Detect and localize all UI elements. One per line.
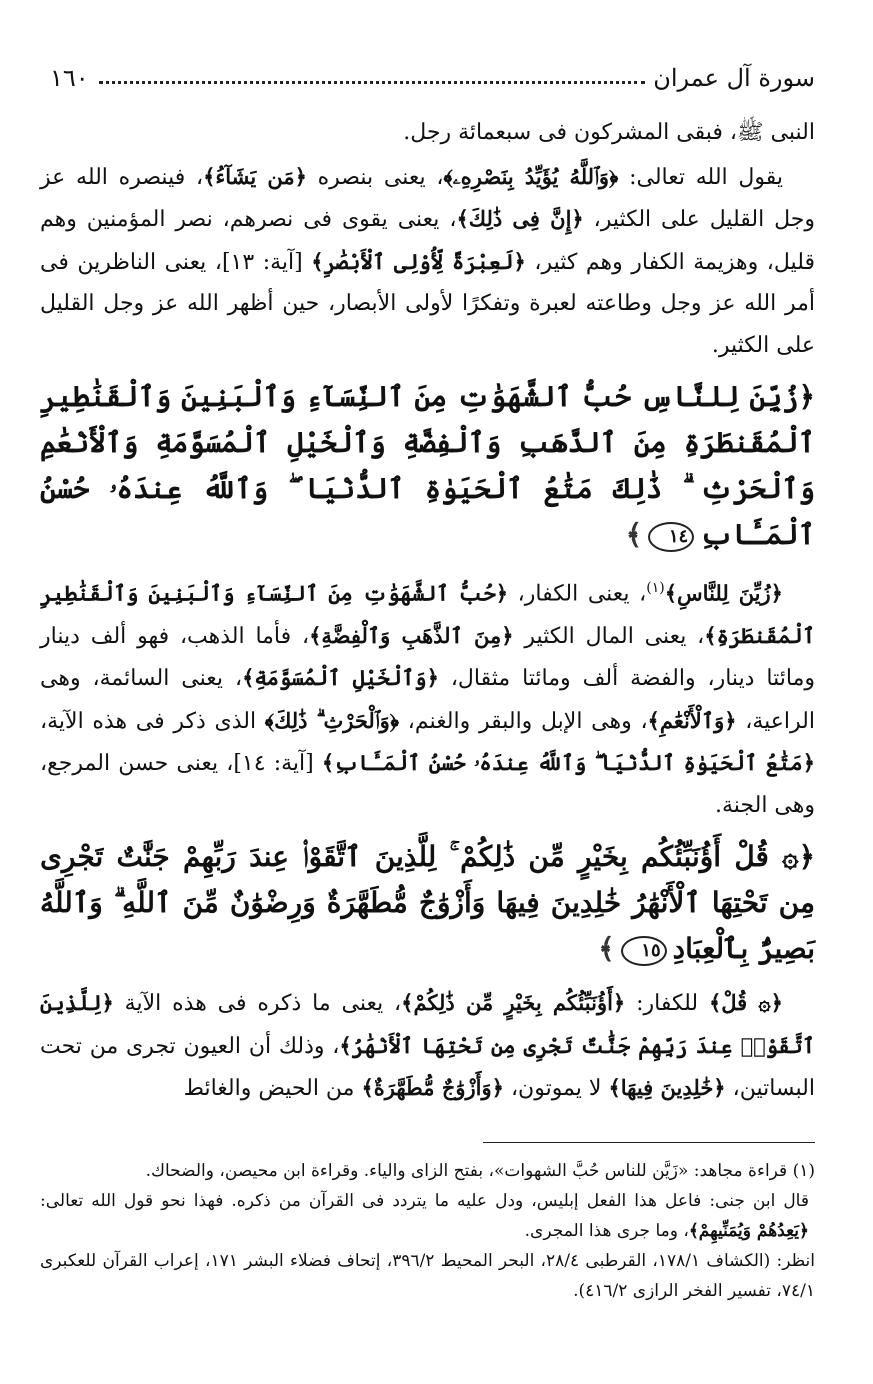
quran-quote: ﴿مَتَٰعُ ٱلْحَيَوٰةِ ٱلدُّنْيَا ۖ وَٱللَّهُ عِندَهُۥ حُسْنُ ٱلْمَـَٔابِ﴾ <box>321 750 815 776</box>
book-page <box>40 0 815 1384</box>
quran-quote: ﴿وَٱلْخَيْلِ ٱلْمُسَوَّمَةِ﴾ <box>242 665 439 691</box>
text-run: ، يعنى بنصره <box>306 164 444 190</box>
text-run: الذى ذكر فى هذه الآية، <box>40 708 265 734</box>
text-run: [آية: ١٤]، يعنى حسن المرجع، وهى الجنة. <box>40 751 815 818</box>
quran-quote: ﴿حُبُّ ٱلشَّهَوَٰتِ مِنَ ٱلنِّسَآءِ وَٱلْبَنِينَ وَٱلْقَنَٰطِيرِ ٱلْمُقَنطَرَةِ﴾ <box>40 580 816 648</box>
text-run: ، يعنى الكفار، <box>508 581 647 607</box>
text-run: لا يموتون، <box>503 1076 609 1102</box>
closing-bracket-icon: ﴾ <box>625 518 643 551</box>
header-dotted-leader <box>99 79 646 84</box>
running-header <box>40 58 815 98</box>
ayah-number-marker: ١٥ <box>621 936 667 966</box>
footnote-references: انظر: (الكشاف ١٧٨/١، القرطبى ٢٨/٤، البحر المحيط ٣٩٦/٢، إتحاف فضلاء البشر ١٧١، إعراب القرآن للعكبرى ٧٤/١، تفسير الفخر الرازى ٤١٦/٢). <box>40 1251 815 1301</box>
quran-quote: ﴿خَٰلِدِينَ فِيهَا﴾ <box>608 1075 726 1101</box>
quran-quote: ﴿إِنَّ فِى ذَٰلِكَ﴾ <box>456 206 584 231</box>
footnote-ref: (١) <box>646 580 665 596</box>
text-run: ، يعنى المال الكثير <box>513 623 705 649</box>
text-run: يقول الله تعالى: <box>618 164 784 190</box>
footnote-divider <box>483 1142 815 1143</box>
surah-title: سورة آل عمران <box>653 64 815 92</box>
quran-quote: ﴿يَعِدُهُمْ وَيُمَنِّيهِمْ﴾ <box>688 1221 809 1241</box>
paragraph-1-text: النبى ﷺ، فبقى المشركون فى سبعمائة رجل. <box>403 120 815 145</box>
closing-bracket-icon: ﴾ <box>598 932 615 966</box>
text-run: ، وذلك أن العيون تجرى من تحت البساتين، <box>40 1033 815 1102</box>
ayah-14-block <box>40 374 815 558</box>
text-run: ، يعنى ما ذكره فى هذه الآية <box>113 991 402 1017</box>
paragraph-2 <box>40 156 815 367</box>
quran-quote: ﴿۞ قُلْ﴾ <box>708 990 783 1016</box>
paragraph-3 <box>40 568 815 826</box>
quran-quote: ﴿وَٱلْأَنْعَٰمِ﴾ <box>647 707 737 733</box>
text-run: ، وما جرى هذا المجرى. <box>524 1221 689 1241</box>
text-run: قال ابن جنى: فاعل هذا الفعل إبليس، ودل عليه ما يتردد فى القرآن من ذكره. فهذا نحو قول الله تعالى: <box>40 1191 809 1211</box>
text-run: للكفار: <box>625 991 709 1017</box>
quran-quote: ﴿وَٱللَّهُ يُؤَيِّدُ بِنَصْرِهِۦ﴾ <box>443 163 619 189</box>
quran-quote: ﴿أَؤُنَبِّئُكُم بِخَيْرٍ مِّن ذَٰلِكُمْ﴾ <box>401 990 626 1016</box>
text-run: ، فينصره الله عز وجل القليل على الكثير، <box>40 164 816 232</box>
text-run: ، يعنى يقوى فى نصرهم، نصر المؤمنين وهم قليل، وهزيمة الكفار وهم كثير، <box>40 207 815 275</box>
quran-quote: ﴿مَن يَشَآءُ﴾ <box>203 163 307 189</box>
quran-quote: ﴿مِنَ ٱلذَّهَبِ وَٱلْفِضَّةِ﴾ <box>309 622 514 648</box>
page-number: ١٦٠ <box>50 64 89 92</box>
paragraph-1 <box>40 112 815 154</box>
ayah-14-text: ﴿زُيِّنَ لِلنَّاسِ حُبُّ ٱلشَّهَوَٰتِ مِنَ ٱلنِّسَآءِ وَٱلْبَنِينَ وَٱلْقَنَٰطِيرِ ٱلْمُقَنطَرَةِ مِنَ ٱلذَّهَبِ وَٱلْفِضَّةِ وَٱلْخَيْلِ ٱلْمُسَوَّمَةِ وَٱلْأَنْعَٰمِ وَٱلْحَرْثِ ۗ ذَٰلِكَ مَتَٰعُ ٱلْحَيَوٰةِ ٱلدُّنْيَا ۖ وَٱللَّهُ عِندَهُۥ حُسْنُ ٱلْمَـَٔابِ <box>40 380 815 551</box>
text-run: ، فأما الذهب، فهو ألف دينار ومائتا دينار، والفضة ألف ومائتا مثقال، <box>40 623 815 692</box>
text-run: من الحيض والغائط <box>183 1076 362 1102</box>
quran-quote: ﴿وَٱلْحَرْثِ ۗ ذَٰلِكَ﴾ <box>264 707 400 733</box>
text-run: ، وهى الإبل والبقر والغنم، <box>399 708 648 734</box>
paragraph-4 <box>40 982 815 1110</box>
ayah-15-block <box>40 834 815 972</box>
quran-quote: ﴿وَأَزْوَٰجٌ مُّطَهَّرَةٌ﴾ <box>361 1075 504 1101</box>
footnote-1-continued <box>40 1186 815 1246</box>
ayah-number-marker: ١٤ <box>648 522 694 552</box>
text-run: [آية: ١٣]، يعنى الناظرين فى أمر الله عز وجل وطاعته لعبرة وتفكرًا لأولى الأبصار، حين أظهر الله عز وجل القليل على الكثير. <box>40 249 816 358</box>
text-run: ، يعنى السائمة، وهى الراعية، <box>40 666 815 734</box>
ayah-15-text: ﴿۞ قُلْ أَؤُنَبِّئُكُم بِخَيْرٍ مِّن ذَٰلِكُمْ ۚ لِلَّذِينَ ٱتَّقَوْا۟ عِندَ رَبِّهِمْ جَنَّٰتٌ تَجْرِى مِن تَحْتِهَا ٱلْأَنْهَٰرُ خَٰلِدِينَ فِيهَا وَأَزْوَٰجٌ مُّطَهَّرَةٌ وَرِضْوَٰنٌ مِّنَ ٱللَّهِ ۗ وَٱللَّهُ بَصِيرٌۢ بِٱلْعِبَادِ <box>40 840 815 966</box>
footnotes <box>40 1156 815 1306</box>
quran-quote: ﴿لَعِبْرَةً لِّأُوْلِى ٱلْأَبْصَٰرِ﴾ <box>311 248 526 274</box>
footnote-1: (١) قراءة مجاهد: «زَيَّن للناس حُبَّ الشهوات»، بفتح الزاى والياء. وقراءة ابن محيصن، والضحاك. <box>145 1161 815 1181</box>
main-text <box>40 112 815 1112</box>
quran-quote: ﴿لِلَّذِينَ ٱتَّقَوْا۟ عِندَ رَبِّهِمْ جَنَّٰتٌ تَجْرِى مِن تَحْتِهَا ٱلْأَنْهَٰرُ﴾ <box>40 990 815 1058</box>
quran-quote: ﴿زُيِّنَ لِلنَّاسِ﴾ <box>664 580 783 606</box>
